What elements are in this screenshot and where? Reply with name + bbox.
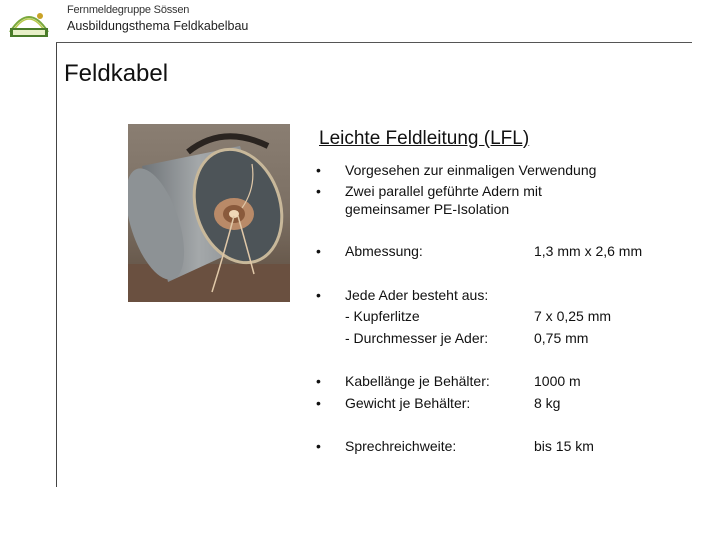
bullet-marker: •: [316, 373, 321, 389]
spec-label: Sprechreichweite:: [345, 438, 457, 454]
bullet-text-continuation: gemeinsamer PE-Isolation: [345, 201, 510, 217]
bullet-marker: •: [316, 438, 321, 454]
bullet-marker: •: [316, 243, 321, 259]
spec-value: 1,3 mm x 2,6 mm: [534, 243, 643, 259]
section-heading: Leichte Feldleitung (LFL): [319, 128, 530, 149]
organization-logo: [4, 6, 54, 42]
spec-label: Kabellänge je Behälter:: [345, 373, 490, 389]
bullet-marker: •: [316, 162, 321, 178]
spec-value: bis 15 km: [534, 438, 594, 454]
bullet-text: Zwei parallel geführte Adern mit: [345, 183, 542, 199]
header-divider: [56, 42, 692, 43]
spec-value: 8 kg: [534, 395, 561, 411]
spec-value: 1000 m: [534, 373, 581, 389]
spec-value: 0,75 mm: [534, 330, 589, 346]
cable-drum-photo: [128, 124, 290, 302]
spec-label: Gewicht je Behälter:: [345, 395, 471, 411]
bullet-text: Vorgesehen zur einmaligen Verwendung: [345, 162, 597, 178]
header-organization: Fernmeldegruppe Sössen: [67, 4, 190, 16]
spec-value: 7 x 0,25 mm: [534, 308, 612, 324]
bullet-marker: •: [316, 287, 321, 303]
bullet-marker: •: [316, 395, 321, 411]
spec-label: Abmessung:: [345, 243, 423, 259]
spec-sublabel: - Durchmesser je Ader:: [345, 330, 489, 346]
side-divider: [56, 43, 57, 487]
spec-label: Jede Ader besteht aus:: [345, 287, 489, 303]
slide-title: Feldkabel: [64, 60, 169, 87]
header-topic: Ausbildungsthema Feldkabelbau: [67, 19, 249, 33]
bullet-marker: •: [316, 183, 321, 199]
spec-sublabel: - Kupferlitze: [345, 308, 420, 324]
